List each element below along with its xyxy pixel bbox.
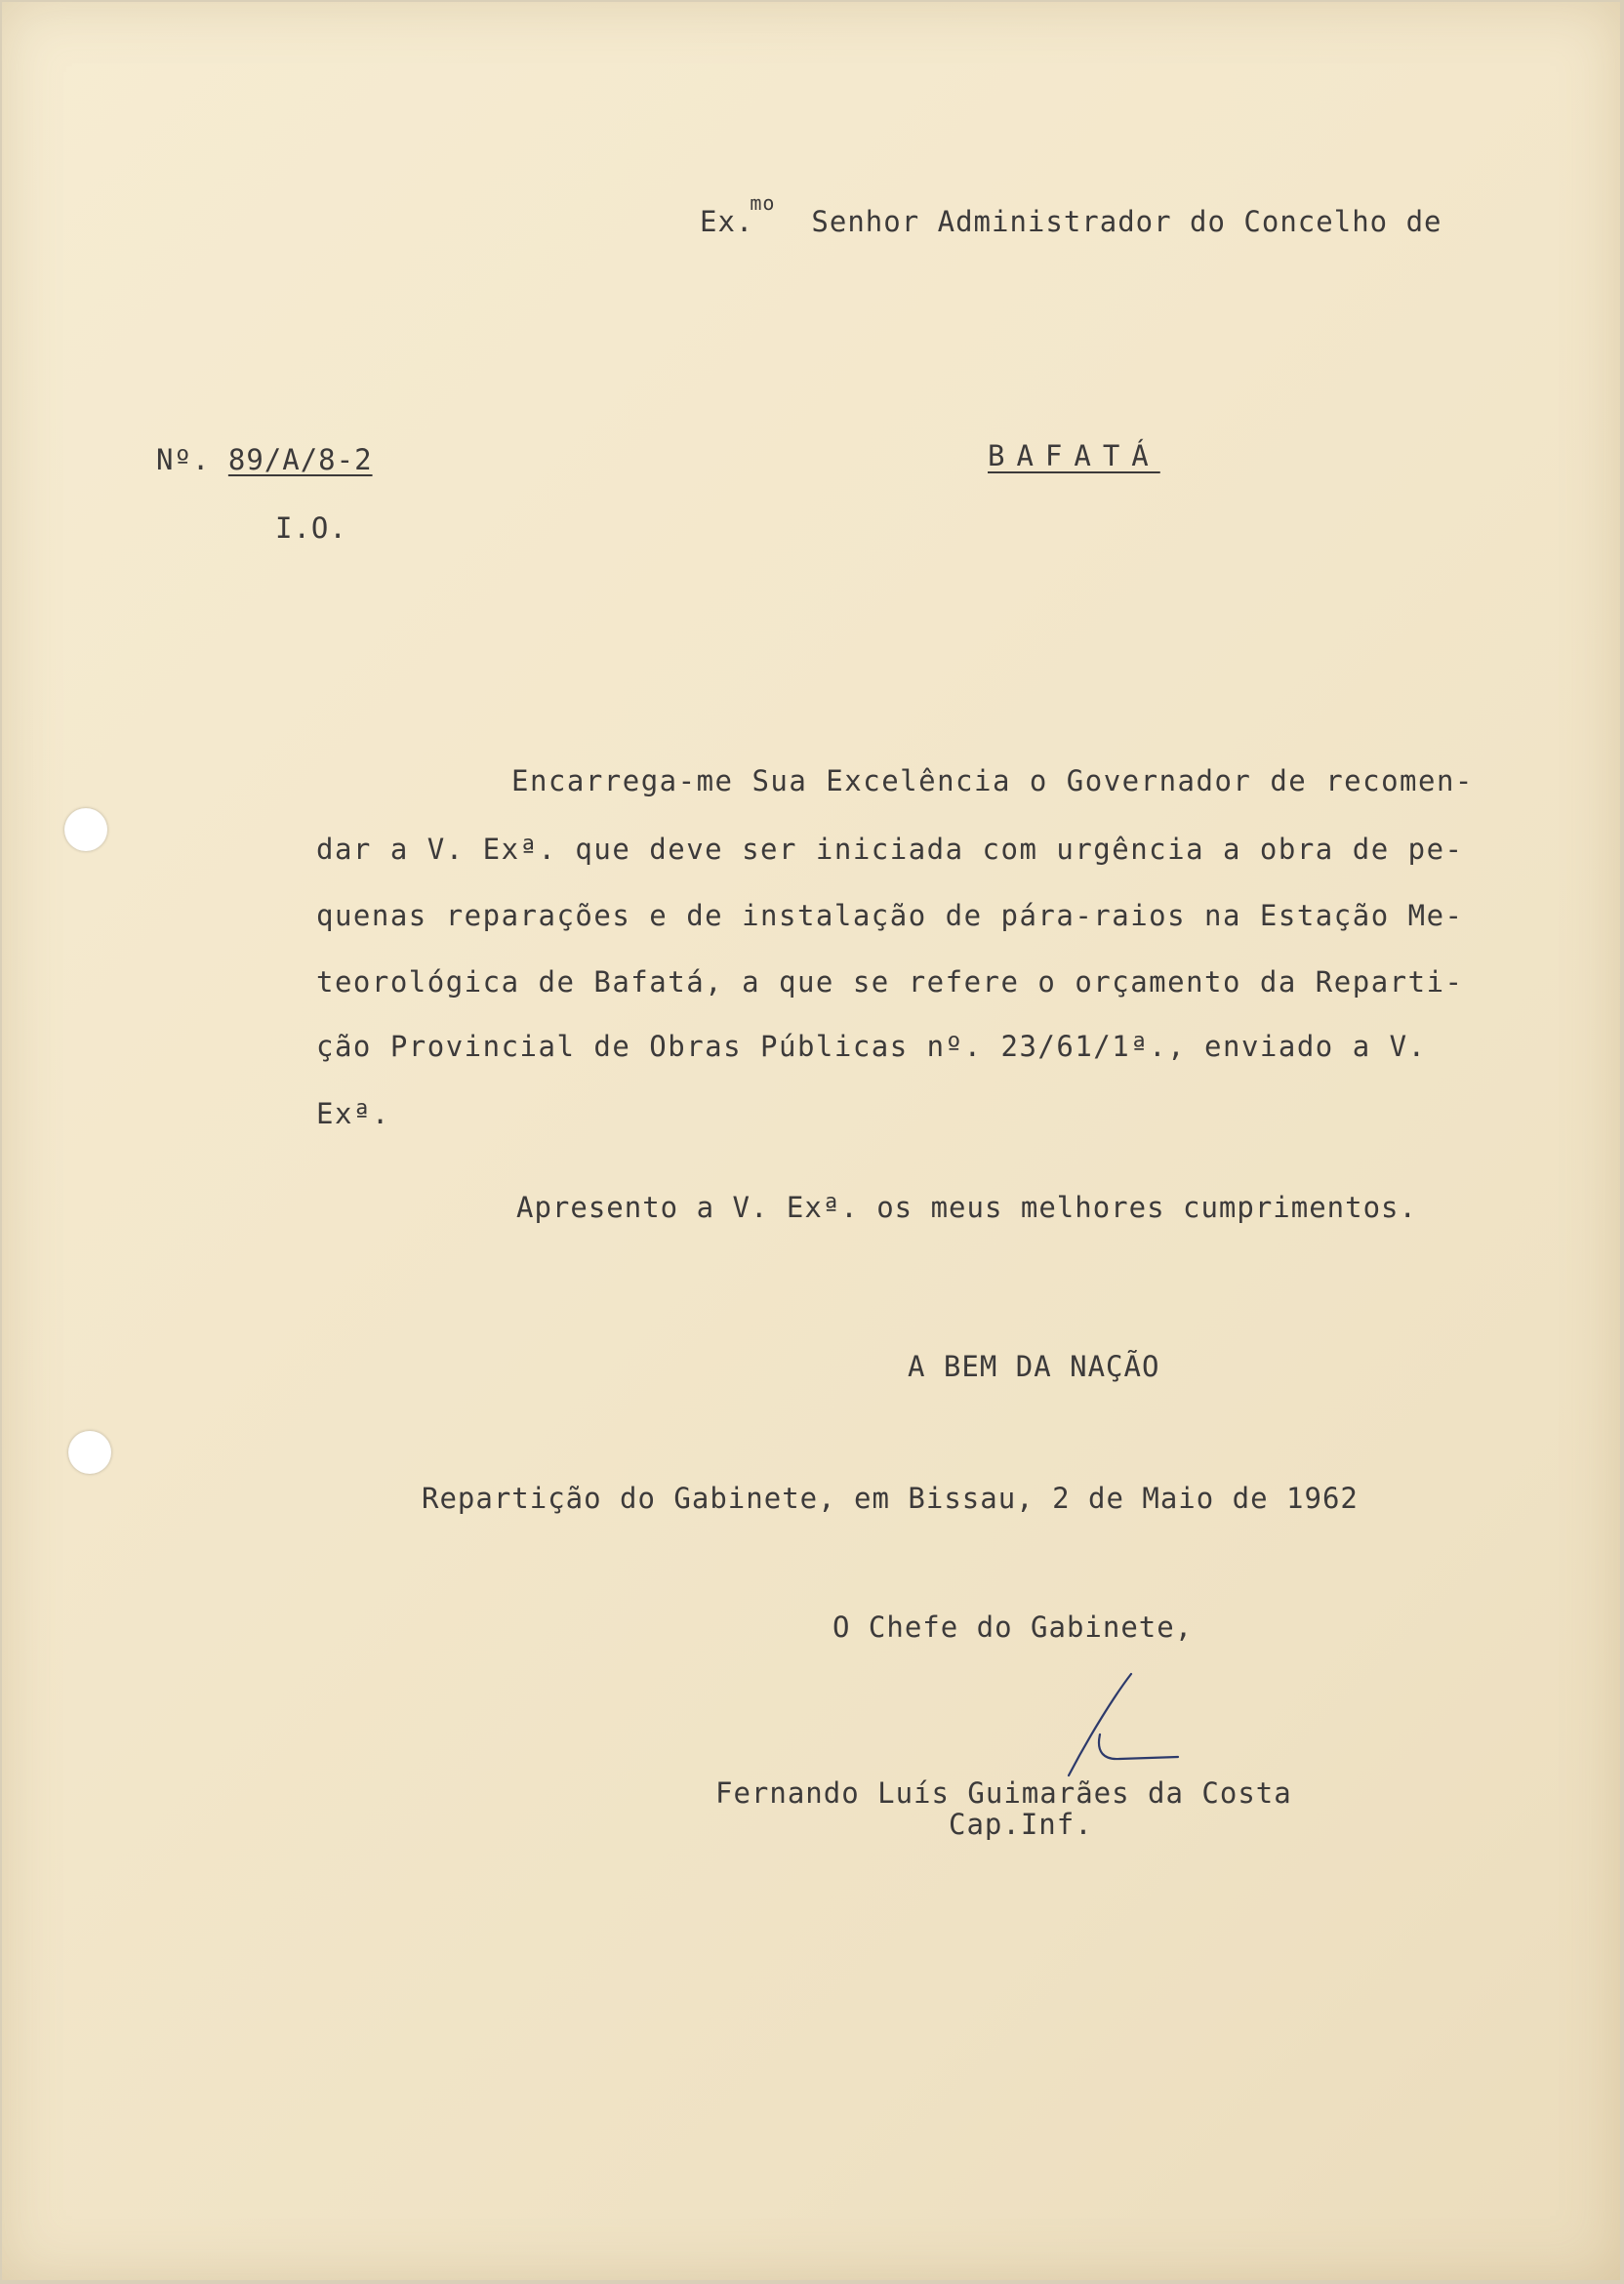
- letter-page: [2, 2, 1620, 2280]
- addressee-text: Senhor Administrador do Concelho de: [811, 205, 1442, 238]
- reference-label: Nº.: [156, 443, 211, 476]
- body-line-3: quenas reparações e de instalação de pára-raios na Estação Me-: [316, 899, 1464, 932]
- addressee-line: [700, 191, 1442, 238]
- city-heading: BAFATÁ: [988, 439, 1160, 472]
- body-line-5: ção Provincial de Obras Públicas nº. 23/61/1ª., enviado a V.: [316, 1030, 1427, 1063]
- body-line-2: dar a V. Exª. que deve ser iniciada com urgência a obra de pe-: [316, 833, 1464, 866]
- reference-number: 89/A/8-2: [227, 443, 373, 476]
- motto: A BEM DA NAÇÃO: [908, 1350, 1160, 1383]
- punch-hole-bottom: [68, 1431, 111, 1474]
- body-line-4: teorológica de Bafatá, a que se refere o orçamento da Reparti-: [316, 965, 1464, 999]
- body-line-6: Exª.: [316, 1097, 390, 1130]
- signer-rank: Cap.Inf.: [949, 1808, 1093, 1841]
- handwritten-signature: [1061, 1666, 1198, 1783]
- reference-sub: I.O.: [275, 511, 347, 545]
- addressee-prefix: Ex.: [700, 205, 754, 238]
- addressee-superscript: mo: [750, 191, 776, 215]
- closing-line: Apresento a V. Exª. os meus melhores cumprimentos.: [516, 1191, 1417, 1224]
- place-date: Repartição do Gabinete, em Bissau, 2 de Maio de 1962: [422, 1482, 1359, 1515]
- reference-line: [156, 443, 373, 476]
- body-line-1: Encarrega-me Sua Excelência o Governador de recomen-: [511, 764, 1474, 797]
- signer-title: O Chefe do Gabinete,: [832, 1611, 1194, 1644]
- punch-hole-top: [64, 808, 107, 851]
- signer-name: Fernando Luís Guimarães da Costa: [715, 1776, 1292, 1810]
